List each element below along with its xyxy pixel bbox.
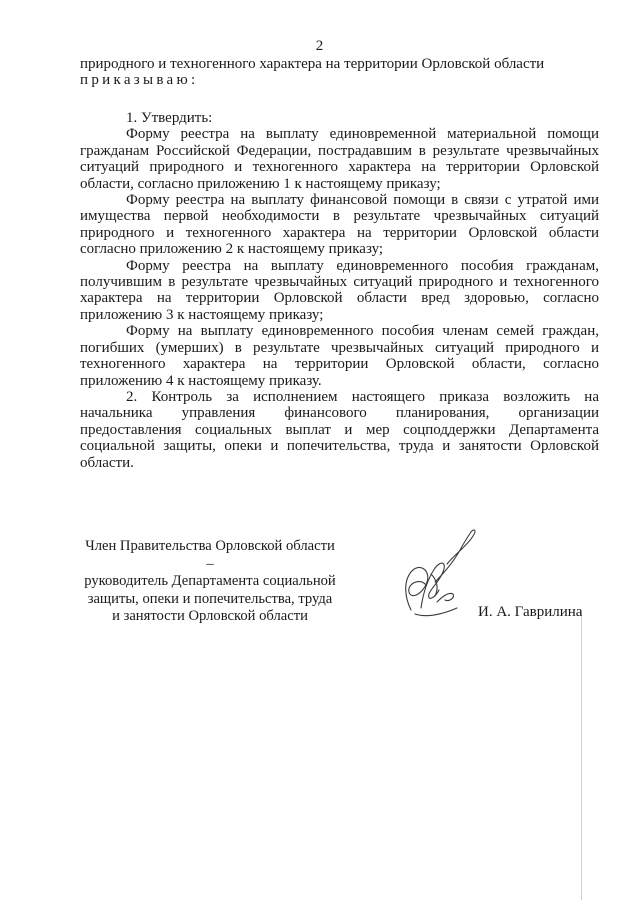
signer-position-line: и занятости Орловской области <box>112 608 308 624</box>
intro-paragraph <box>80 56 599 89</box>
page-number: 2 <box>315 38 324 54</box>
scan-edge-line <box>581 610 582 900</box>
handwritten-signature <box>375 518 485 628</box>
item-approve: 1. Утвердить: <box>126 110 213 126</box>
order-body <box>80 110 599 471</box>
signer-position-line: защиты, опеки и попечительства, труда <box>87 590 333 607</box>
signer-position-line: Член Правительства Орловской области – <box>85 538 335 572</box>
item-form-2: Форму реестра на выплату финансовой помощи в связи с утратой ими имущества первой необходимости в результате чрезвычайных ситуаций природного и техногенного характера на территории Орловской области согласно приложению 2 к настоящему приказу; <box>80 192 599 258</box>
signer-name: И. А. Гаврилина <box>478 604 583 620</box>
item-form-3: Форму реестра на выплату единовременного пособия гражданам, получившим в результате чрезвычайных ситуаций природного и техногенного характера на территории Орловской области вред здоровью, согласно приложению 3 к настоящему приказу; <box>80 257 599 323</box>
item-control: 2. Контроль за исполнением настоящего приказа возложить на начальника управления финансового планирования, организации предоставления социальных выплат и мер соцподдержки Департамента социальной защиты, опеки и попечительства, труда и занятости Орловской области. <box>80 388 599 471</box>
signer-position <box>80 538 340 626</box>
signer-position-line: руководитель Департамента социальной <box>84 573 336 589</box>
item-form-4: Форму на выплату единовременного пособия членам семей граждан, погибших (умерших) в результате чрезвычайных ситуаций природного и техногенного характера на территории Орловской области, согласно приложению 4 к настоящему приказу. <box>80 323 599 389</box>
item-form-1: Форму реестра на выплату единовременной материальной помощи гражданам Российской Федерации, пострадавшим в результате чрезвычайных ситуаций природного и техногенного характера на территории Орловской области, согласно приложению 1 к настоящему приказу; <box>80 126 599 192</box>
intro-line: природного и техногенного характера на территории Орловской области <box>80 56 545 72</box>
order-word: приказываю: <box>80 72 199 89</box>
